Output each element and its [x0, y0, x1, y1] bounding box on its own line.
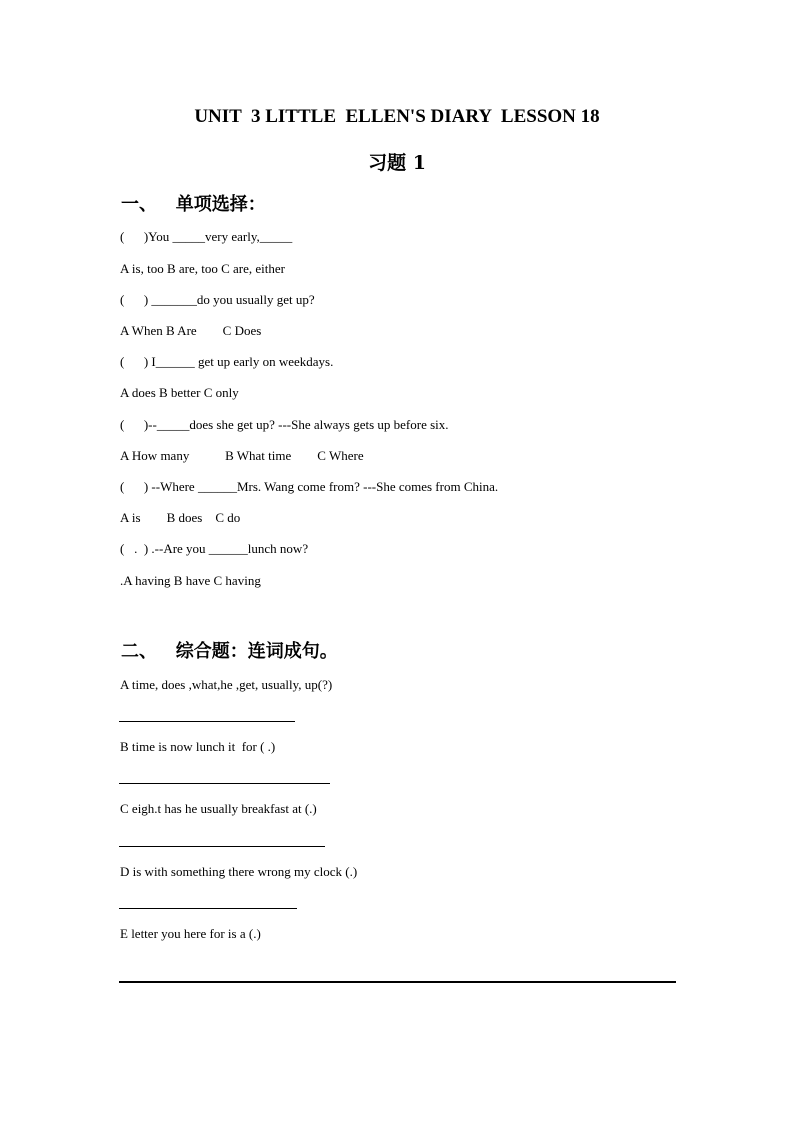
question-1: ( )You _____very early,_____ [120, 229, 293, 244]
question-3-options: A does B better C only [120, 385, 239, 400]
answer-line-c [119, 846, 325, 847]
answer-line-d [119, 908, 297, 909]
sentence-item-c: C eigh.t has he usually breakfast at (.) [120, 801, 317, 816]
question-5: ( ) --Where ______Mrs. Wang come from? ---She comes from China. [120, 479, 499, 494]
question-6: ( . ) .--Are you ______lunch now? [120, 541, 309, 556]
question-3: ( ) I______ get up early on weekdays. [120, 354, 334, 369]
question-1-options: A is, too B are, too C are, either [120, 261, 285, 276]
question-4-options: A How many B What time C Where [120, 448, 364, 463]
answer-line-a [119, 721, 295, 722]
sentence-item-a: A time, does ,what,he ,get, usually, up(?) [120, 677, 333, 692]
question-2-options: A When B Are C Does [120, 323, 262, 338]
question-6-options: .A having B have C having [120, 573, 261, 588]
section-2-heading: 二、 综合题：连词成句。 [121, 641, 338, 662]
question-4: ( )--_____does she get up? ---She always gets up before six. [120, 417, 449, 432]
document-subtitle: 习题 1 [368, 152, 426, 174]
document-title: UNIT 3 LITTLE ELLEN'S DIARY LESSON 18 [194, 106, 600, 127]
sentence-item-e: E letter you here for is a (.) [120, 926, 261, 941]
sentence-item-d: D is with something there wrong my clock (.) [120, 864, 358, 879]
footer-rule [119, 981, 676, 983]
section-1-heading: 一、 单项选择： [121, 194, 266, 215]
question-5-options: A is B does C do [120, 510, 241, 525]
sentence-item-b: B time is now lunch it for ( .) [120, 739, 276, 754]
question-2: ( ) _______do you usually get up? [120, 292, 315, 307]
answer-line-b [119, 783, 330, 784]
